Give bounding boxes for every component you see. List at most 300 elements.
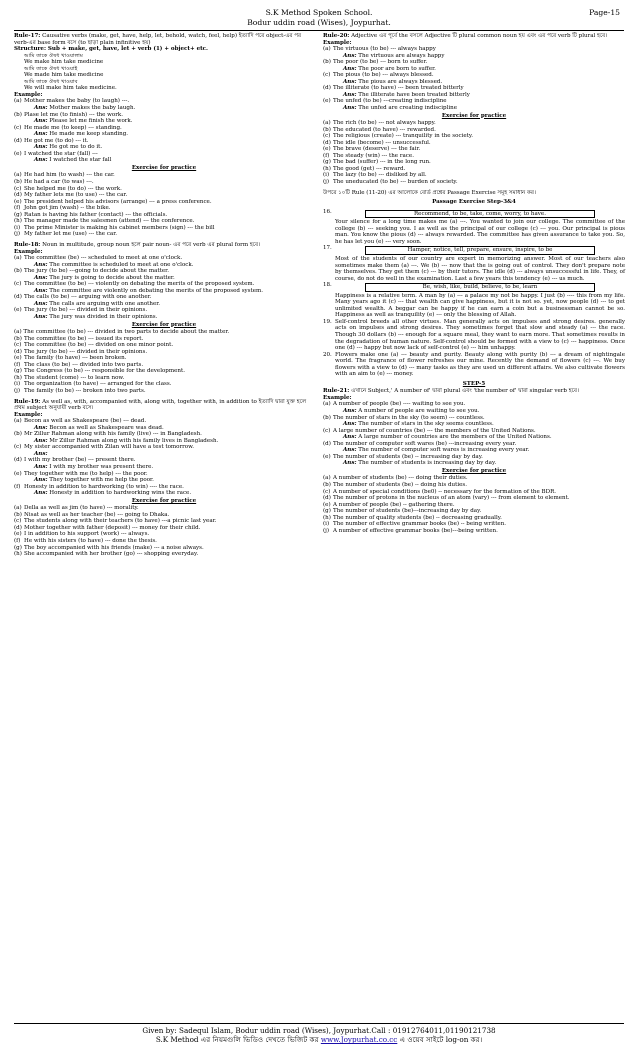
item-label: (j) [323, 179, 330, 186]
answer-label: Ans: [34, 131, 48, 138]
practice-heading: Exercise for practice [131, 497, 197, 504]
item-label: (f) [14, 538, 21, 545]
practice-heading: Exercise for practice [441, 467, 507, 474]
passage-list [323, 209, 625, 378]
word-box: Hamper, notice, tell, prepare, ensure, inspire, to be [365, 246, 595, 255]
item-label: (e) [14, 355, 22, 362]
example-item [14, 138, 314, 151]
page-footer [0, 1026, 638, 1045]
example-label: Example: [14, 411, 43, 418]
answer-label: Ans: [343, 434, 357, 441]
practice-item [14, 231, 314, 238]
answer-label: Ans: [343, 78, 357, 85]
example-item [14, 255, 314, 268]
item-text: The family (to be) --- broken into two parts. [24, 387, 146, 394]
rule18-examples [14, 255, 314, 320]
answer-text: Ans: The unfed are creating indiscipline [343, 105, 457, 112]
example-label: Example: [323, 39, 352, 46]
answer-text: Ans: They together with me help the poor. [34, 477, 154, 484]
item-text: The idle (become) --- unsuccessful. [333, 139, 431, 146]
header-center [0, 8, 638, 27]
item-label: (b) [14, 111, 22, 118]
item-text: A number of people (be) -- gathering there. [333, 501, 455, 508]
passage-row [323, 282, 625, 319]
item-label: (g) [14, 368, 22, 375]
question-text: The pious (to be) --- always blessed. [333, 72, 434, 79]
item-text [333, 428, 625, 441]
item-label: (b) [323, 482, 331, 488]
passage [323, 319, 625, 352]
example-item [323, 85, 625, 98]
example-item [14, 418, 314, 431]
item-label: (c) [14, 185, 22, 192]
example-label: Example: [323, 394, 352, 401]
example-item [323, 59, 625, 72]
rule21-practice [323, 475, 625, 534]
item-label: (c) [323, 427, 331, 434]
item-text: The good (get) --- reward. [333, 165, 406, 172]
example-item [323, 401, 625, 414]
example-item [14, 268, 314, 281]
question-text: A number of people (be) ---- waiting to see you. [333, 401, 466, 408]
rule21-examples [323, 401, 625, 466]
item-text: Mother together with father (deposit) --- money for their child. [24, 524, 201, 531]
item-text [24, 268, 314, 281]
item-label: (d) [14, 457, 22, 464]
answer-label: Ans: [34, 437, 48, 444]
item-text: The rich (to be) --- not always happy. [333, 120, 436, 127]
item-label: (b) [14, 268, 22, 275]
item-text: The number of students (be)---increasing day by day. [333, 508, 482, 515]
question-text: My sister accompanied with Zilan will have a test tomorrow. [24, 444, 194, 451]
answer-text: Ans: The pious are always blessed. [343, 78, 443, 85]
question-text: I watched the star (fall) --- [24, 150, 98, 157]
item-label: (b) [323, 126, 331, 133]
item-label: (e) [323, 501, 331, 508]
item-text: The number of effective grammar books (be) -- being written. [333, 521, 507, 528]
item-label: (i) [323, 521, 330, 528]
item-text [24, 444, 314, 457]
item-text: The class (to be) --- divided into two parts. [24, 361, 144, 368]
structure-line: আমি তাকে ঔষধ খাওয়ালাম [24, 52, 83, 59]
answer-text: Ans: He made me keep standing. [34, 131, 129, 138]
item-text: The number of quality students (be) -- decreasing gradually. [333, 514, 502, 521]
item-label: (e) [14, 307, 22, 314]
question-text: The jury (to be) --- divided in their opinions. [24, 307, 148, 314]
passage-row [323, 319, 625, 352]
item-text [24, 151, 314, 164]
item-text: The educated (to have) --- rewarded. [333, 126, 436, 133]
item-text [24, 471, 314, 484]
answer-text: Ans: Mother makes the baby laugh. [34, 105, 136, 112]
item-text: The brave (deserve) --- the fair. [333, 146, 421, 153]
item-label: (a) [14, 418, 22, 425]
question-text: He made me (to keep) --- standing. [24, 124, 122, 131]
item-label: (g) [323, 508, 331, 515]
item-text: The committee (to be) --- issued its report. [24, 335, 144, 342]
rule19-practice [14, 505, 314, 557]
item-label: (g) [14, 211, 22, 218]
item-label: (i) [323, 172, 330, 179]
rule19-examples [14, 418, 314, 497]
item-text [24, 418, 314, 431]
item-text: The committee (to be) --- divided on one minor point. [24, 342, 174, 349]
answer-label: Ans: [343, 447, 357, 454]
passage-body [335, 245, 625, 282]
answer-text: Ans: I watched the star fall [34, 157, 112, 164]
passage-row [323, 245, 625, 282]
item-text [24, 457, 314, 470]
passage [323, 282, 625, 319]
answer-label: Ans: [34, 300, 48, 307]
passage-body [335, 209, 625, 246]
item-label: (b) [14, 511, 22, 518]
example-item [14, 431, 314, 444]
answer-label: Ans: [34, 274, 48, 281]
item-text [24, 255, 314, 268]
passage-title: Passage Exercise Step-3&4 [432, 199, 516, 206]
question-text: The committee (be) --- scheduled to meet at one o'clock. [24, 255, 183, 262]
item-text: My father let me (use) --- the car. [24, 231, 118, 238]
answer-label: Ans: [343, 421, 357, 428]
item-text [24, 125, 314, 138]
example-item [14, 484, 314, 497]
practice-item [14, 388, 314, 395]
rule17-practice [14, 172, 314, 237]
passage-number: 20. [323, 351, 332, 358]
item-label: (f) [14, 483, 21, 490]
item-text [333, 454, 625, 467]
item-label: (d) [323, 495, 331, 502]
item-label: (c) [14, 281, 22, 288]
item-label: (e) [323, 98, 331, 105]
question-text: A large number of countries (be) --- the members of the United Nations. [333, 427, 536, 434]
item-label: (d) [323, 139, 331, 146]
item-text [333, 59, 625, 72]
answer-text: Ans: The number of students is increasing day by day. [343, 460, 497, 467]
example-label: Example: [14, 91, 43, 98]
item-text: I in addition to his support (work) --- always. [24, 531, 150, 538]
step5-heading: STEP-5 [462, 380, 486, 387]
question-text: I with my brother (be) --- present there. [24, 457, 136, 464]
passage-text: Self-control breeds all other virtues. Man generally acts on impulses and strong desires. generally acts on impulses and strong desires. They sometimes forget that slow and steady (a) --- the race. Though 30 dollars (b) --- enough for a square meal, they want to earn more. That sometimes results in the degradation of human nature. Self-control should be formed with a view to (c) --- happiness. Once one (d) --- happy but now lack of self-control (e) --- him unhappy. [335, 318, 625, 352]
answer-label: Ans: [34, 144, 48, 151]
passage-number: 19. [323, 318, 332, 325]
item-text [24, 431, 314, 444]
answer-text: Ans: The committee is scheduled to meet at one o'clock. [34, 261, 194, 268]
rule20-practice [323, 120, 625, 185]
question-text: The unfed (to be) ---creating indiscipline [333, 98, 447, 105]
item-text: The number of students (be) -- doing his duties. [333, 482, 467, 488]
answer-text: Ans: Honesty in addition to hardworking wins the race. [34, 490, 192, 497]
item-label: (h) [14, 218, 22, 225]
question-text: The poor (to be) --- born to suffer. [333, 59, 428, 66]
item-label: (b) [14, 335, 22, 342]
item-text: He had a car (to was) ---. [24, 179, 94, 186]
structure-line: We make him take medicine [24, 59, 104, 66]
answer-label: Ans: [343, 105, 357, 112]
answer-label: Ans: [34, 450, 48, 457]
rule18-practice-intro: (a) The committee (to be) --- divided in two parts to decide about the matter. [14, 329, 230, 336]
rule20-examples [323, 46, 625, 111]
item-label: (a) [14, 505, 22, 512]
question-text: They together with me (to help) --- the poor. [24, 470, 148, 477]
answer-text: Ans: Mr Zillur Rahman along with his family lives in Bangladesh. [34, 437, 219, 444]
item-label: (d) [323, 85, 331, 92]
answer-label: Ans: [343, 407, 357, 414]
footer-line2: S.K Method এর নিয়মগুলি ভিডিও দেখতে ভিজিট কর www.Joypurhat.co.cc এ ওয়েব সাইটে log-on কর। [155, 1035, 483, 1045]
item-label: (g) [323, 159, 331, 166]
item-text: The bad (suffer) --- in the long run. [333, 159, 431, 166]
passage [323, 352, 625, 378]
structure-line: We made him take medicine [24, 72, 104, 79]
example-item [14, 444, 314, 457]
school-name: S.K Method Spoken School. [265, 8, 373, 17]
practice-item [323, 179, 625, 186]
item-text: The jury (to be) --- divided in their opinions. [24, 348, 148, 355]
example-item [14, 457, 314, 470]
item-label: (e) [323, 453, 331, 460]
item-label: (c) [14, 124, 22, 131]
item-label: (d) [14, 294, 22, 301]
item-text: The student (come) --- to learn now. [24, 374, 125, 381]
item-label: (i) [14, 381, 21, 388]
rule17: Rule-17: Causative verbs (make, get, have, help, let, behold, watch, feel, help) ইত্যাদি পরে object-এর পর verb-এর base form বসে (to ছাড়া plain infinitive হয়) [14, 33, 302, 46]
example-label: Example: [14, 248, 43, 255]
answer-label: Ans: [34, 490, 48, 497]
item-label: (h) [323, 514, 331, 521]
passage-row [323, 209, 625, 246]
item-text: She accompanied with her brother (go) --- shopping everyday. [24, 551, 199, 558]
item-text [24, 98, 314, 111]
item-text: The president helped his advisors (arrange) --- a press conference. [24, 198, 212, 205]
answer-label: Ans: [34, 261, 48, 268]
passage-text: Happiness is a relative term. A man by (a) --- a palace my not be happy. I just (b) ---- this from my life. Many years ago it (c) --- that wealth can give happiness, but it is not so. yet, now people (d) --- to get unlimited wealth. A beggar can be happy if he can earn a coin but a businessman cannot be so. Happiness as well as tranquility (e) --- only the blessing of Allah. [335, 292, 625, 319]
item-text: The organization (to have) --- arranged for the class. [24, 381, 172, 388]
rule21: Rule-21: এখানে Subject,' A number of' দ্বারা plural এবং 'the number of' দ্বারা singular verb হবে। [323, 388, 579, 395]
passage-body [335, 352, 625, 378]
practice-item [14, 551, 314, 558]
answer-label: Ans: [34, 105, 48, 112]
practice-item [323, 528, 625, 535]
question-text: Plase let me (to finish) --- the work. [24, 111, 124, 118]
item-label: (c) [323, 488, 331, 495]
school-address: Bodur uddin road (Wises), Joypurhat. [247, 17, 391, 27]
item-text [24, 484, 314, 497]
example-item [14, 125, 314, 138]
rule17-examples [14, 98, 314, 163]
item-label: (d) [14, 137, 22, 144]
item-label: (d) [323, 440, 331, 447]
answer-text: Ans: The number of stars in the sky seems countless. [343, 421, 494, 428]
item-label: (h) [14, 374, 22, 381]
item-label: (i) [14, 224, 21, 231]
item-text: Ratan is having his father (contact) --- the officials. [24, 211, 168, 218]
answer-text: Ans: The number of computer soft wares is increasing every year. [343, 447, 530, 454]
item-label: (b) [323, 414, 331, 421]
item-label: (d) [14, 524, 22, 531]
example-item [14, 281, 314, 294]
item-label: (c) [14, 518, 22, 525]
structure-line: আমি তাকে ঔষধ খাওয়াই [24, 65, 78, 72]
item-text: He had him (to wash) --- the car. [24, 172, 115, 179]
footer-line1: Given by: Sadequl Islam, Bodur uddin road (Wises), Joypurhat.Call : 01912764011,01190121738 [142, 1026, 496, 1035]
rule18: Rule-18: Noun in multitude, group noun হলে pair noun- এর পরে verb এর plural form হবে। [14, 241, 261, 248]
example-item [323, 46, 625, 59]
answer-text: Ans: The illiterate have been treated bitterly [343, 91, 470, 98]
example-item [323, 441, 625, 454]
example-item [323, 98, 625, 111]
passage-body [335, 319, 625, 352]
item-text: The uneducated (to be) --- burden of society. [333, 179, 458, 186]
item-text: She helped me (to do) --- the work. [24, 185, 122, 192]
item-label: (a) [323, 46, 331, 53]
item-label: (b) [323, 59, 331, 66]
structure-line: আমি তাকে ঔষধ খাওয়াব [24, 78, 78, 85]
answer-label: Ans: [34, 464, 48, 470]
answer-text: Ans: A large number of countries are the members of the United Nations. [343, 434, 552, 441]
item-text [333, 401, 625, 414]
answer-text: Ans: He got me to do it. [34, 144, 103, 151]
item-label: (h) [14, 551, 22, 558]
item-label: (a) [323, 120, 331, 127]
example-item [14, 307, 314, 320]
answer-label: Ans: [343, 52, 357, 59]
question-text: Honesty in addition to hardworking (to win) ---- the race. [24, 483, 184, 490]
answer-text: Ans: The jury is going to decide about the matter. [34, 274, 175, 281]
page-header [0, 4, 638, 32]
item-text: The family (to have) --- been broken. [24, 355, 127, 362]
passage-text: Flowers make one (a) --- beauty and purity. Beauty along with purity (b) --- a dream of nightingale world. The fragrance of flower refreshes our mine. Recently the demand of flowers (c) ---. We buy flowers with a view to (d) --- many tasks as they are used un different affairs. We also cultivate flowers with an aim to (e) --- money. [335, 351, 625, 378]
question-text: The virtuous (to be) --- always happy [333, 46, 436, 53]
item-label: (f) [323, 152, 330, 159]
passage [323, 209, 625, 246]
item-text: A number of students (be) --- doing their duties. [333, 475, 468, 482]
question-text: Becon as well as Shakespeare (be) --- dead. [24, 418, 147, 425]
passage-body [335, 282, 625, 319]
answer-text: Ans: I with my brother was present there. [34, 464, 154, 470]
item-label: (c) [14, 342, 22, 349]
item-text [24, 112, 314, 125]
item-text: Nisat as well as her teacher (be) --- going to Dhaka. [24, 511, 170, 518]
item-label: (j) [323, 527, 330, 534]
passage-number: 16. [323, 208, 332, 215]
footer-rule [14, 1023, 624, 1024]
question-text: The number of computer soft wares (be) ---increasing every year. [333, 440, 517, 447]
passage-row [323, 352, 625, 378]
item-label: (e) [14, 150, 22, 157]
item-text [333, 415, 625, 428]
passage-number: 17. [323, 245, 332, 252]
right-column [323, 33, 625, 534]
item-text [333, 85, 625, 98]
page-number: Page-15 [589, 8, 620, 17]
practice-heading: Exercise for practice [131, 164, 197, 171]
example-item [14, 112, 314, 125]
answer-label: Ans: [343, 460, 357, 467]
item-label: (g) [14, 544, 22, 551]
item-label: (e) [14, 198, 22, 205]
item-text: The Congress (to be) --- responsible for the development. [24, 368, 185, 375]
structure-lines [14, 53, 314, 92]
item-text: My father lets me (to use) --- the car. [24, 192, 128, 199]
item-label: (c) [323, 133, 331, 140]
item-text [333, 98, 625, 111]
answer-text: Ans: A number of people are waiting to see you. [343, 407, 480, 414]
answer-label: Ans: [34, 424, 48, 431]
passage-text: Most of the students of our country are expert in memorizing answer. Most of our teachers also sometimes make them (a) ---. We (b) --- now that the is going out of control. They don't prepare note by themselves. They get them (c) --- by their tutors. The idle (d) --- always unsuccessful in life. They, of course, do not do well in the examination. Last a few years this tendency (e) --- us much. [335, 255, 625, 282]
practice-heading: Exercise for practice [131, 321, 197, 328]
answer-label: Ans: [34, 477, 48, 484]
question-text: The jury (to be) ---going to decide about the matter. [24, 268, 169, 275]
item-text [333, 72, 625, 85]
item-label: (c) [323, 72, 331, 79]
answer-text: Ans: Becon as well as Shakespeare was dead. [34, 424, 164, 431]
item-text [24, 307, 314, 320]
item-label: (h) [323, 165, 331, 172]
rule17-structure: Structure: Sub + make, get, have, let + verb (1) + object+ etc. [14, 46, 208, 53]
item-label: (d) [14, 348, 22, 355]
item-text: He with his sisters (to have) --- done the thesis. [24, 538, 157, 545]
passage-number: 18. [323, 282, 332, 289]
header-rule [14, 30, 624, 31]
word-box: Recommend, to be, take, come, worry, to have. [365, 210, 595, 219]
item-label: (a) [14, 255, 22, 262]
item-text: A number of special conditions (be0) -- necessary for the formation of the BDR. [333, 488, 557, 495]
answer-text: Ans: The calls are arguing with one another. [34, 300, 161, 307]
answer-text: Ans: The poor are born to suffer. [343, 65, 436, 72]
item-label: (b) [14, 179, 22, 186]
example-item [323, 72, 625, 85]
answer-label: Ans: [34, 313, 48, 320]
item-label: (j) [14, 231, 21, 238]
item-label: (a) [14, 98, 22, 105]
answer-label: Ans: [34, 287, 48, 294]
question-text: The number of stars in the sky (to seem) --- countless. [333, 414, 485, 421]
item-text: The number of protons in the nucleus of an atom (vary) --- from element to element. [333, 495, 570, 502]
passage-text: Your silence for a long time makes me (a) ---. You wanted to join our college. The committee of the college (b) --- seeking you. I as well as the principal of our college (c) --- you. Our principal is pious man. You know the pious (d) --- always rewarded. The committee has given assurance to take you. So, he has let you (e) --- very soon. [335, 219, 625, 245]
left-column [14, 33, 314, 558]
item-label: (j) [14, 387, 21, 394]
answer-label: Ans: [34, 118, 48, 125]
answer-text: Ans: Please let me finish the work. [34, 118, 133, 125]
answer-label: Ans: [343, 65, 357, 72]
item-text: John got jim (wash) -- the bike. [24, 205, 111, 212]
item-text [333, 441, 625, 454]
item-text [24, 281, 314, 294]
question-text: Mr Zillur Rahman along with his family (live) --- in Bangladesh. [24, 431, 202, 438]
answer-label: Ans: [343, 91, 357, 98]
item-text: The prime Minister is making his cabinet members (sign) --- the bill [24, 224, 215, 231]
item-text: The students along with their teachers (to have) ---a picnic last year. [24, 518, 217, 525]
passage [323, 245, 625, 282]
item-text: A number of effective grammar books (be)---being written. [333, 527, 498, 534]
website-link[interactable]: www.Joypurhat.co.cc [320, 1035, 398, 1045]
structure-line: We will make him take medicine. [24, 85, 117, 92]
example-item [323, 428, 625, 441]
item-label: (d) [14, 192, 22, 199]
question-text: He got me (to do) --- it. [24, 137, 89, 144]
item-text: The steady (win) --- the race. [333, 152, 414, 159]
item-label: (e) [14, 531, 22, 538]
rule18-practice [14, 336, 314, 395]
example-item [14, 471, 314, 484]
question-text: The illiterate (to have) --- been treated bitterly [333, 85, 464, 92]
answer-text: Ans: The jury was divided in their opinions. [34, 313, 158, 320]
item-label: (f) [14, 361, 21, 368]
answer-text: Ans: The virtuous are always happy [343, 52, 445, 59]
rule19: Rule-19: As well as, with, accompanied with, along with, together with, in addition to ইত্যাদি দ্বারা যুক্ত হলে প্রথম subject অনুযায়ী verb বসে। [14, 398, 307, 412]
